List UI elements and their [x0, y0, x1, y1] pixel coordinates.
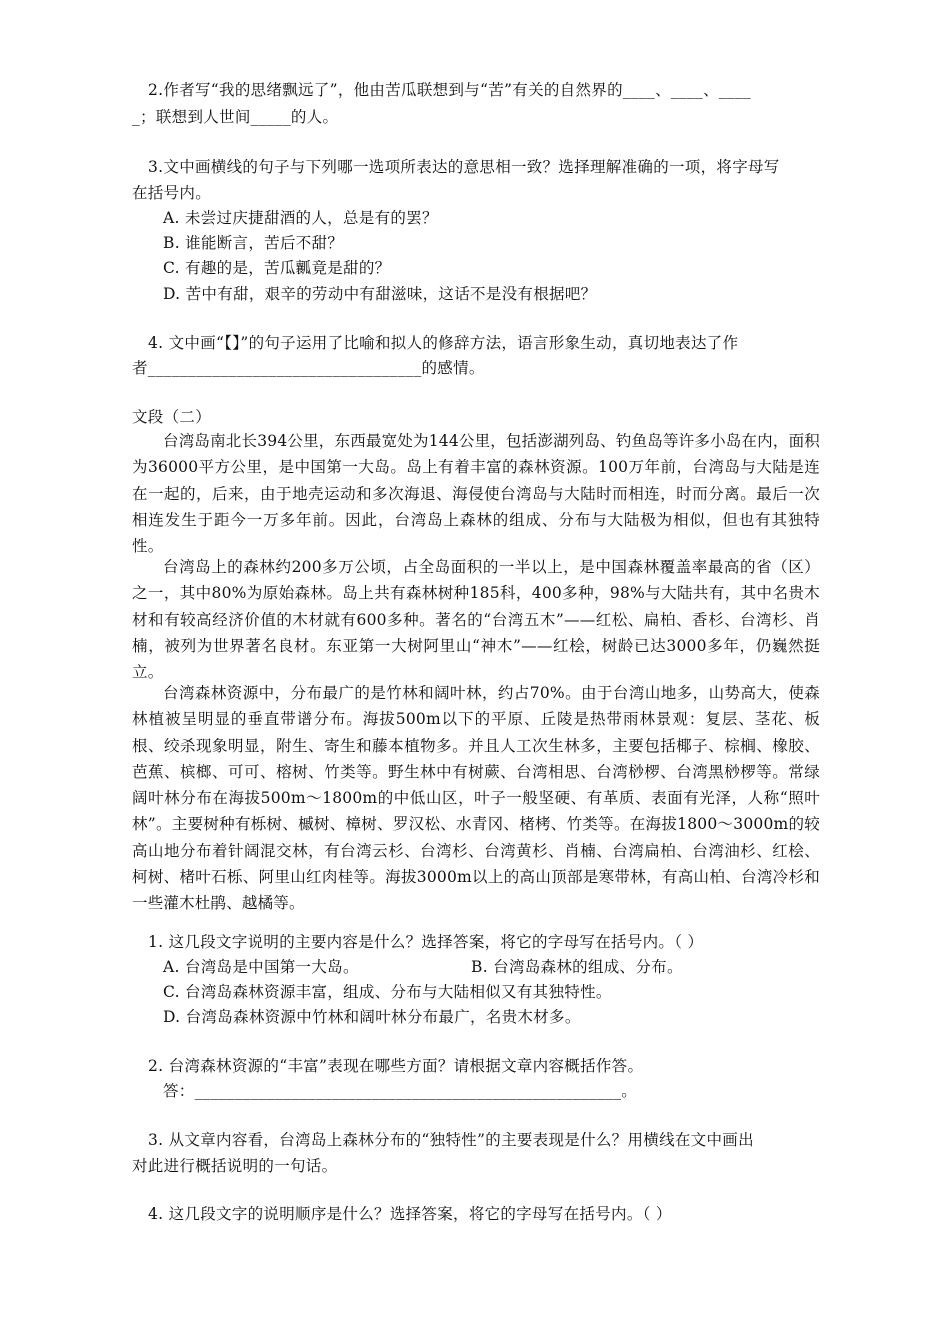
question-3-option-b: B. 谁能断言，苦后不甜？: [163, 234, 344, 252]
part2-question-3-line-2: 对此进行概括说明的一句话。: [132, 1157, 338, 1175]
part2-question-1-stem: 1. 这几段文字说明的主要内容是什么？选择答案，将它的字母写在括号内。（ ）: [148, 933, 704, 951]
part2-question-1-option-b: B. 台湾岛森林的组成、分布。: [471, 958, 683, 976]
question-3-option-d: D. 苦中有甜，艰辛的劳动中有甜滋味，这话不是没有根据吧？: [163, 285, 597, 303]
part2-question-1-option-a: A. 台湾岛是中国第一大岛。: [163, 958, 359, 976]
part2-question-1-option-d: D. 台湾岛森林资源中竹林和阔叶林分布最广，名贵木材多。: [163, 1008, 581, 1026]
question-2-line-2: _；联想到人世间_____的人。: [132, 108, 339, 126]
paragraph-3: 台湾森林资源中，分布最广的是竹林和阔叶林，约占70%。由于台湾山地多，山势高大，使森林植被呈明显的垂直带谱分布。海拔500m以下的平原、丘陵是热带雨林景观：复层、茎花、板根、绞杀现象明显，附生、寄生和藤本植物多。并且人工次生林多，主要包括椰子、棕榈、橡胶、芭蕉、槟榔、可可、榕树、竹类等。野生林中有树蕨、台湾相思、台湾桫椤、台湾黑桫椤等。常绿阔叶林分布在海拔500m～1800m的中低山区，叶子一般坚硬、有革质、表面有光泽，人称“照叶林”。主要树种有栎树、槭树、樟树、罗汉松、水青冈、楮栲、竹类等。在海拔1800～3000m的较高山地分布着针阔混交林，有台湾云杉、台湾杉、台湾黄杉、肖楠、台湾扁柏、台湾油杉、红桧、柯树、楮叶石栎、阿里山红肉桂等。海拔3000m以上的高山顶部是寒带林，有高山柏、台湾冷杉和一些灌木杜鹃、越橘等。: [132, 684, 820, 913]
part2-question-3-line-1: 3. 从文章内容看，台湾岛上森林分布的“独特性”的主要表现是什么？用横线在文中画出: [148, 1131, 754, 1149]
part2-question-2-stem: 2. 台湾森林资源的“丰富”表现在哪些方面？请根据文章内容概括作答。: [148, 1057, 644, 1075]
question-2-line-1: 2.作者写“我的思绪飘远了”，他由苦瓜联想到与“苦”有关的自然界的____、____、____: [148, 81, 752, 99]
question-3-option-c: C. 有趣的是，苦瓜瓤竟是甜的？: [163, 259, 391, 277]
paragraph-1: 台湾岛南北长394公里，东西最宽处为144公里，包括澎湖列岛、钓鱼岛等许多小岛在内，面积为36000平方公里，是中国第一大岛。岛上有着丰富的森林资源。100万年前，台湾岛与大陆是连在一起的，后来，由于地壳运动和多次海退、海侵使台湾岛与大陆时而相连，时而分离。最后一次相连发生于距今一万多年前。因此，台湾岛上森林的组成、分布与大陆极为相似，但也有其独特性。: [132, 432, 820, 556]
part2-question-1-option-c: C. 台湾岛森林资源丰富，组成、分布与大陆相似又有其独特性。: [163, 983, 612, 1001]
question-4-line-1: 4. 文中画“【】”的句子运用了比喻和拟人的修辞方法，语言形象生动，真切地表达了作: [148, 334, 739, 352]
section-heading: 文段（二）: [132, 408, 212, 426]
question-3-line-2: 在括号内。: [132, 184, 212, 202]
question-4-line-2: 者__________________________________的感情。: [132, 359, 485, 377]
paragraph-2: 台湾岛上的森林约200多万公顷，占全岛面积的一半以上，是中国森林覆盖率最高的省（区）之一，其中80%为原始森林。岛上共有森林树种185科，400多种，98%与大陆共有，其中名贵木材和有较高经济价值的木材就有600多种。著名的“台湾五木”——红松、扁柏、香杉、台湾杉、肖楠，被列为世界著名良材。东亚第一大树阿里山“神木”——红桧，树龄已达3000多年，仍巍然挺立。: [132, 558, 820, 682]
question-3-line-1: 3.文中画横线的句子与下列哪一选项所表达的意思相一致？选择理解准确的一项，将字母写: [148, 158, 780, 176]
part2-question-2-answer: 答：_____________________________________________________。: [163, 1082, 638, 1100]
part2-question-4-stem: 4. 这几段文字的说明顺序是什么？选择答案，将它的字母写在括号内。（ ）: [148, 1205, 672, 1223]
question-3-option-a: A. 未尝过庆捷甜酒的人，总是有的罢？: [163, 209, 438, 227]
